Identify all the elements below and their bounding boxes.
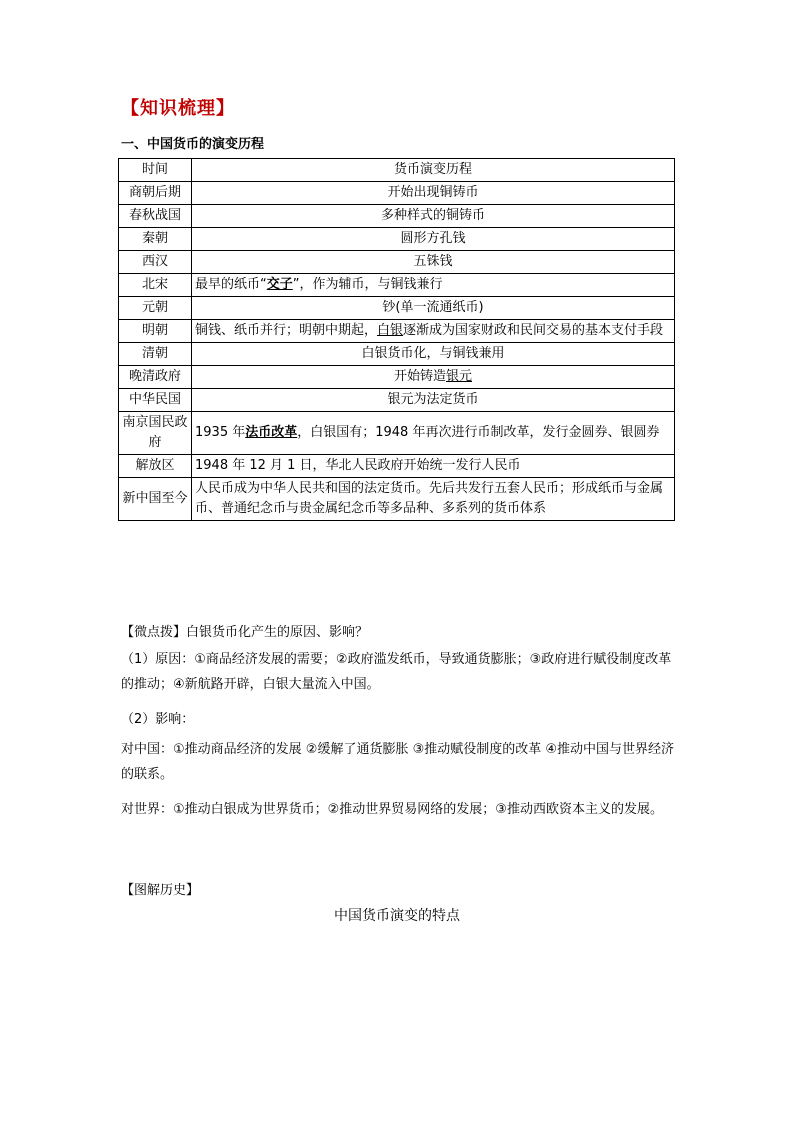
row-text-pre: 1935 年 bbox=[195, 425, 246, 440]
table-header-row bbox=[119, 159, 675, 182]
row-time: 明朝 bbox=[119, 320, 192, 343]
row-time: 商朝后期 bbox=[119, 182, 192, 205]
table-row bbox=[119, 182, 675, 205]
row-time: 新中国至今 bbox=[119, 478, 192, 521]
row-keyword: 交子 bbox=[266, 277, 293, 292]
row-time: 春秋战国 bbox=[119, 205, 192, 228]
tip-title: 【微点拨】白银货币化产生的原因、影响？ bbox=[121, 625, 369, 640]
row-text-post: 逐渐成为国家财政和民间交易的基本支付手段 bbox=[403, 323, 664, 338]
sub-heading: 一、中国货币的演变历程 bbox=[121, 137, 265, 152]
row-text: 白银货币化，与铜钱兼用 bbox=[192, 343, 675, 366]
row-text-pre: 开始铸造 bbox=[393, 369, 446, 384]
tip-impact-label: （2）影响： bbox=[121, 712, 195, 727]
row-time: 清朝 bbox=[119, 343, 192, 366]
row-time: 解放区 bbox=[119, 455, 192, 478]
row-text-pre: 最早的纸币“ bbox=[195, 277, 267, 292]
row-text: 1948 年 12 月 1 日，华北人民政府开始统一发行人民币 bbox=[192, 455, 675, 478]
row-keyword: 法币改革 bbox=[245, 425, 298, 440]
row-text: 钞(单一流通纸币) bbox=[192, 297, 675, 320]
table-row bbox=[119, 412, 675, 455]
row-text bbox=[192, 274, 675, 297]
tip-cause: （1）原因：①商品经济发展的需要；②政府滥发纸币，导致通货膨胀；③政府进行赋役制度改革的推动；④新航路开辟，白银大量流入中国。 bbox=[121, 652, 672, 692]
row-text-post: ”，作为辅币，与铜钱兼行 bbox=[292, 277, 443, 292]
table-row bbox=[119, 205, 675, 228]
row-time: 北宋 bbox=[119, 274, 192, 297]
currency-history-table bbox=[118, 158, 675, 521]
row-text: 人民币成为中华人民共和国的法定货币。先后共发行五套人民币；形成纸币与金属币、普通纪念币与贵金属纪念币等多品种、多系列的货币体系 bbox=[192, 478, 675, 521]
row-time: 中华民国 bbox=[119, 389, 192, 412]
table-row bbox=[119, 274, 675, 297]
row-text: 开始出现铜铸币 bbox=[192, 182, 675, 205]
tip-impact-china: 对中国：①推动商品经济的发展 ②缓解了通货膨胀 ③推动赋役制度的改革 ④推动中国与世界经济的联系。 bbox=[121, 742, 675, 782]
row-time: 南京国民政府 bbox=[119, 412, 192, 455]
row-text bbox=[192, 320, 675, 343]
table-row bbox=[119, 478, 675, 521]
table-row bbox=[119, 320, 675, 343]
row-text-post: ，白银国有；1948 年再次进行币制改革，发行金圆券、银圆券 bbox=[297, 425, 660, 440]
row-text: 银元为法定货币 bbox=[192, 389, 675, 412]
illustration-heading: 【图解历史】 bbox=[121, 883, 200, 898]
row-text: 多种样式的铜铸币 bbox=[192, 205, 675, 228]
table-row bbox=[119, 366, 675, 389]
row-text bbox=[192, 412, 675, 455]
row-text bbox=[192, 366, 675, 389]
row-time: 秦朝 bbox=[119, 228, 192, 251]
illustration-caption: 中国货币演变的特点 bbox=[334, 908, 460, 924]
table-row bbox=[119, 297, 675, 320]
row-time: 晚清政府 bbox=[119, 366, 192, 389]
row-time: 元朝 bbox=[119, 297, 192, 320]
row-keyword: 白银 bbox=[377, 323, 404, 338]
table-row bbox=[119, 251, 675, 274]
table-row bbox=[119, 228, 675, 251]
row-text: 圆形方孔钱 bbox=[192, 228, 675, 251]
table-row bbox=[119, 389, 675, 412]
row-text-pre: 铜钱、纸币并行；明朝中期起， bbox=[195, 323, 378, 338]
row-time: 西汉 bbox=[119, 251, 192, 274]
tip-impact-world: 对世界：①推动白银成为世界货币；②推动世界贸易网络的发展；③推动西欧资本主义的发展。 bbox=[121, 802, 663, 817]
row-text: 五铢钱 bbox=[192, 251, 675, 274]
section-heading: 【知识梳理】 bbox=[121, 98, 235, 119]
header-time: 时间 bbox=[119, 159, 192, 182]
row-keyword: 银元 bbox=[446, 369, 473, 384]
table-row bbox=[119, 343, 675, 366]
table-row bbox=[119, 455, 675, 478]
header-history: 货币演变历程 bbox=[192, 159, 675, 182]
